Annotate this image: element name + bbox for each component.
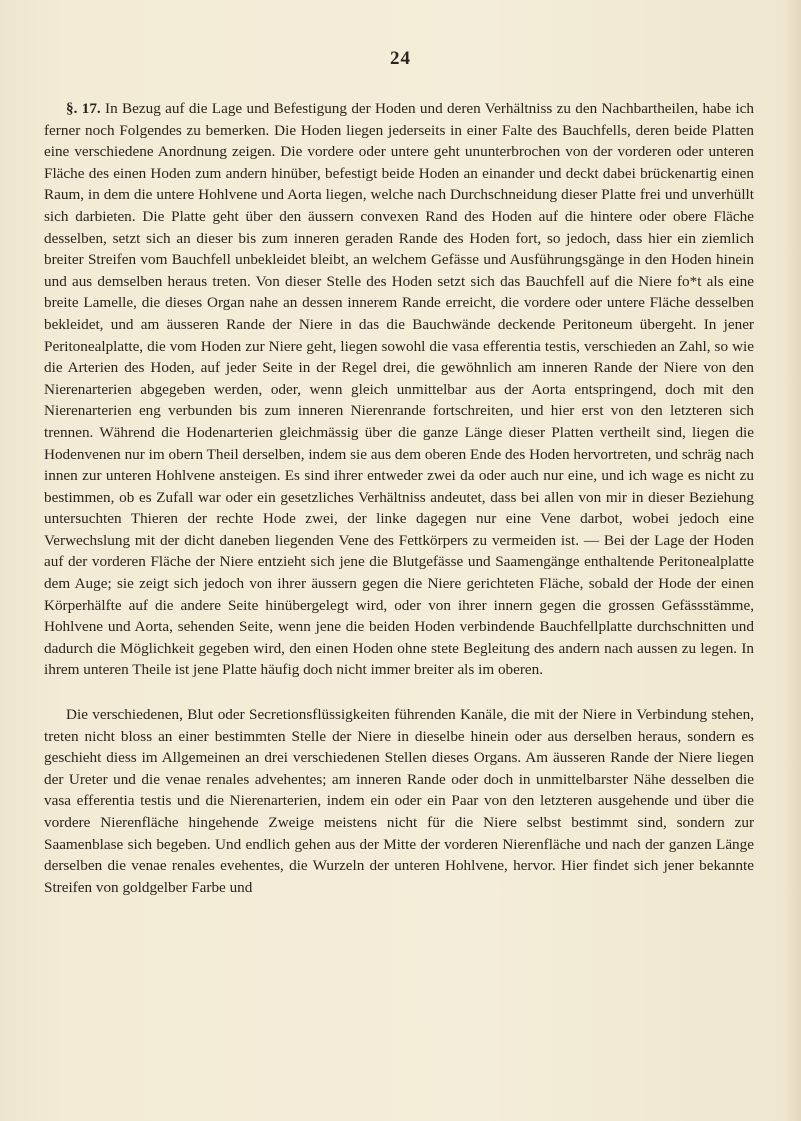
page-edge-shadow <box>783 0 801 1121</box>
page-number: 24 <box>390 48 411 69</box>
paragraph-1 <box>44 98 754 681</box>
paragraph-1-text: In Bezug auf die Lage und Befestigung der Hoden und deren Verhältniss zu den Nachbartheilen, habe ich ferner noch Folgendes zu bemerken. Die Hoden liegen jederseits in einer Falte des Bauchfells, deren beide Platten eine verschiedene Anordnung zeigen. Die vordere oder untere geht ununterbrochen von der vorderen oder unteren Fläche des einen Hoden zum andern hinüber, befestigt beide Hoden an einander und deckt dabei brückenartig einen Raum, in dem die untere Hohlvene und Aorta liegen, welche nach Durchschneidung dieser Platte frei und unverhüllt sich darbieten. Die Platte geht über den äussern convexen Rand des Hoden auf die hintere oder obere Fläche desselben, setzt sich an dieser bis zum inneren geraden Rande des Hoden fort, so jedoch, dass hier ein ziemlich breiter Streifen vom Bauchfell unbekleidet bleibt, an welchem Gefässe und Ausführungsgänge in den Hoden hinein und aus demselben heraus treten. Von dieser Stelle des Hoden setzt sich das Bauchfell auf die Niere fo*t als eine breite Lamelle, die dieses Organ nahe an dessen innerem Rande erreicht, die vordere oder untere Fläche desselben bekleidet, und am äusseren Rande der Niere in das die Bauchwände deckende Peritoneum übergeht. In jener Peritonealplatte, die vom Hoden zur Niere geht, liegen sowohl die vasa efferentia testis, verschieden an Zahl, so wie die Arterien des Hoden, auf jeder Seite in der Regel drei, die gewöhnlich am inneren Rande der Niere von den Nierenarterien abgegeben werden, oder, wenn gleich unmittelbar aus der Aorta entspringend, doch mit den Nierenarterien eng verbunden bis zum inneren Nierenrande fortschreiten, und hier erst von den letzteren sich trennen. Während die Hodenarterien gleichmässig über die ganze Länge dieser Platten vertheilt sind, liegen die Hodenvenen nur im obern Theil derselben, indem sie aus dem oberen Ende des Hoden hervortreten, und schräg nach innen zur unteren Hohlvene ansteigen. Es sind ihrer entweder zwei da oder auch nur eine, und ich wage es nicht zu bestimmen, ob es Zufall war oder ein gesetzliches Verhältniss andeutet, dass bei allen von mir in dieser Beziehung untersuchten Thieren der rechte Hode zwei, der linke dagegen nur eine Vene darbot, wobei jedoch eine Verwechslung mit der dicht daneben liegenden Vene des Fettkörpers zu vermeiden ist. — Bei der Lage der Hoden auf der vorderen Fläche der Niere entzieht sich jene die Blutgefässe und Saamengänge enthaltende Peritonealplatte dem Auge; sie zeigt sich jedoch von ihrer äussern gegen die Niere gerichteten Fläche, sobald der Hode der einen Körperhälfte auf die andere Seite hinübergelegt wird, oder von ihrer innern gegen die grossen Gefässstämme, Hohlvene und Aorta, sehenden Seite, wenn jene die beiden Hoden verbindende Bauchfellplatte durchschnitten und dadurch die Möglichkeit gegeben wird, den einen Hoden ohne stete Begleitung des andern nach aussen zu legen. In ihrem unteren Theile ist jene Platte häufig doch nicht immer breiter als im oberen. <box>44 100 755 679</box>
body-text <box>44 98 754 898</box>
paragraph-2: Die verschiedenen, Blut oder Secretionsflüssigkeiten führenden Kanäle, die mit der Niere in Verbindung stehen, treten nicht bloss an einer bestimmten Stelle der Niere in dieselbe hinein oder aus derselben heraus, sondern es geschieht diess im Allgemeinen an drei verschiedenen Stellen dieses Organs. Am äusseren Rande der Niere liegen der Ureter und die venae renales advehentes; am inneren Rande oder doch in unmittelbarster Nähe desselben die vasa efferentia testis und die Nierenarterien, indem ein oder ein Paar von den letzteren ausgehende und über die vordere Nierenfläche hingehende Zweige meistens nicht für die Niere selbst bestimmt sind, sondern zur Saamenblase sich begeben. Und endlich gehen aus der Mitte der vorderen Nierenfläche und nach der ganzen Länge derselben die venae renales evehentes, die Wurzeln der unteren Hohlvene, hervor. Hier findet sich jener bekannte Streifen von goldgelber Farbe und <box>44 706 754 896</box>
section-number: §. 17. <box>66 100 101 117</box>
